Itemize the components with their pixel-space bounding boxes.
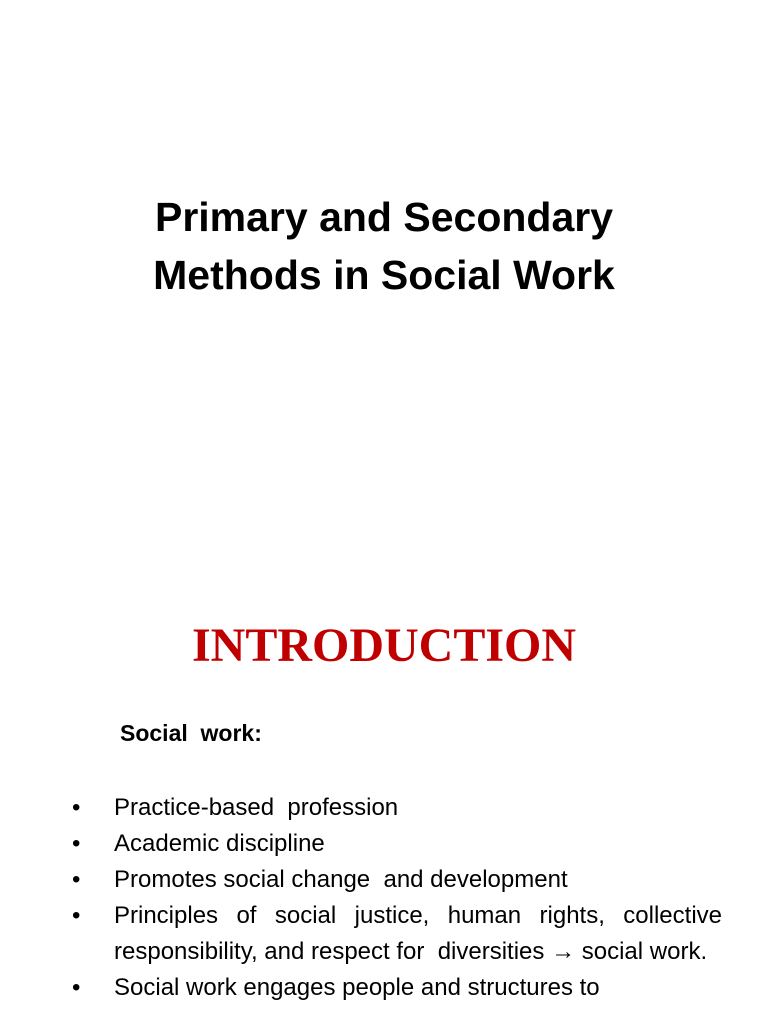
- bullet-text-part: Principles of social justice, human rights, collective responsibility, and respect for diversities: [114, 902, 729, 965]
- bullet-icon: •: [72, 902, 81, 929]
- bullet-text: Academic discipline: [114, 830, 325, 857]
- list-item: [72, 970, 722, 1006]
- bullet-icon: •: [72, 830, 81, 857]
- slide-title-line-1: Primary and Secondary: [154, 194, 614, 240]
- bullet-text: Social work engages people and structures to: [114, 974, 600, 1001]
- introduction-slide: [0, 576, 768, 1024]
- bullet-text-part: social work.: [575, 938, 708, 965]
- bullet-icon: •: [72, 974, 81, 1001]
- list-item: [72, 790, 722, 826]
- slide-title-line-2: Methods in Social Work: [153, 252, 615, 298]
- bullet-text: Practice-based profession: [114, 794, 399, 821]
- list-item: [72, 898, 729, 970]
- social-work-subheading: Social work:: [120, 720, 262, 746]
- bullet-text: [114, 898, 729, 970]
- right-arrow-icon: →: [551, 938, 576, 965]
- list-item: [72, 826, 722, 862]
- slide-title: [0, 188, 768, 304]
- bullet-text: Promotes social change and development: [114, 866, 568, 893]
- list-item: [72, 862, 722, 898]
- introduction-heading: INTRODUCTION: [191, 619, 577, 672]
- bullet-list: [72, 790, 729, 1006]
- bullet-icon: •: [72, 866, 81, 893]
- bullet-icon: •: [72, 794, 81, 821]
